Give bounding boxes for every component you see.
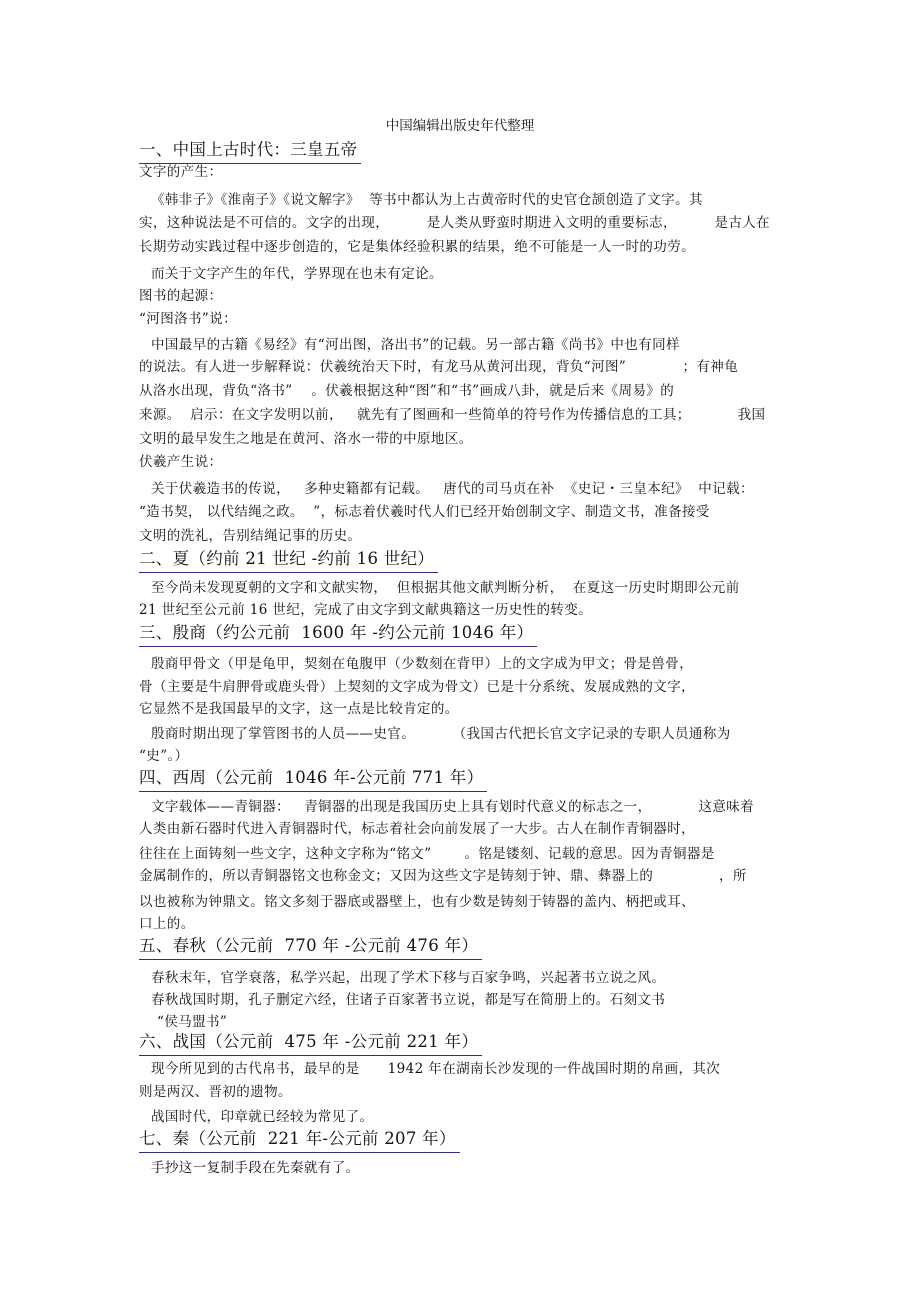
paragraph-line: 的说法。有人进一步解释说：伏羲统治天下时，有龙马从黄河出现，背负“河图” ；有神龟 xyxy=(139,359,739,375)
paragraph-line: 文明的洗礼，告别结绳记事的历史。 xyxy=(139,528,362,544)
paragraph-line: 往往在上面铸刻一些文字，这种文字称为“铭文” 。铭是镂刻、记载的意思。因为青铜器是 xyxy=(139,846,715,862)
paragraph-line: 图书的起源： xyxy=(139,288,223,304)
section-heading: 四、西周（公元前 1046 年-公元前 771 年） xyxy=(139,767,483,790)
paragraph-line: 殷商时期出现了掌管图书的人员——史官。 （我国古代把长官文字记录的专职人员通称为 xyxy=(151,726,731,742)
paragraph-line: 殷商甲骨文（甲是龟甲，契刻在龟腹甲（少数刻在背甲）上的文字成为甲文；骨是兽骨， xyxy=(151,656,694,672)
paragraph-line: 战国时代，印章就已经较为常见了。 xyxy=(151,1109,374,1125)
paragraph-line: 以也被称为钟鼎文。铭文多刻于器底或器壁上，也有少数是铸刻于铸器的盖内、柄把或耳、 xyxy=(139,894,695,910)
section-heading: 六、战国（公元前 475 年 -公元前 221 年） xyxy=(139,1031,478,1054)
paragraph-line: 口上的。 xyxy=(139,916,195,932)
paragraph-line: 春秋战国时期，孔子删定六经，住诸子百家著书立说，都是写在简册上的。石刻文书 xyxy=(151,992,666,1008)
paragraph-line: 《韩非子》《淮南子》《说文解字》 等书中都认为上古黄帝时代的史官仓颉创造了文字。其 xyxy=(151,192,703,208)
paragraph-line: 文字载体——青铜器： 青铜器的出现是我国历史上具有划时代意义的标志之一， 这意味着 xyxy=(151,799,755,815)
paragraph-line: 文字的产生： xyxy=(139,164,223,180)
paragraph-line: 骨（主要是牛肩胛骨或鹿头骨）上契刻的文字成为骨文）已是十分系统、发展成熟的文字， xyxy=(139,679,695,695)
paragraph-line: “史”。） xyxy=(139,748,189,764)
paragraph-line: 来源。 启示：在文字发明以前， 就先有了图画和一些简单的符号作为传播信息的工具； 我国 xyxy=(139,407,766,423)
section-heading: 一、中国上古时代：三皇五帝 xyxy=(139,139,357,162)
paragraph-line: “造书契， 以代结绳之政。 ”，标志着伏羲时代人们已经开始创制文字、制造文书，准备接受 xyxy=(139,504,710,520)
paragraph-line: 春秋末年，官学衰落，私学兴起，出现了学术下移与百家争鸣，兴起著书立说之风。 xyxy=(151,970,666,986)
paragraph-line: 至今尚未发现夏朝的文字和文献实物， 但根据其他文献判断分析， 在夏这一历史时期即公元前 xyxy=(151,580,740,596)
paragraph-line: 从洛水出现，背负“洛书” 。伏羲根据这种“图”和“书”画成八卦，就是后来《周易》的 xyxy=(139,383,675,399)
paragraph-line: 关于伏羲造书的传说， 多种史籍都有记载。 唐代的司马贞在补 《史记・三皇本纪》 中记载： xyxy=(151,481,754,497)
section-heading: 二、夏（约前 21 世纪 -约前 16 世纪） xyxy=(139,548,434,571)
paragraph-line: 则是两汉、晋初的遗物。 xyxy=(139,1084,292,1100)
paragraph-line: 中国最早的古籍《易经》有“河出图，洛出书”的记载。另一部古籍《尚书》中也有同样 xyxy=(151,337,680,353)
paragraph-line: 伏羲产生说： xyxy=(139,454,223,470)
section-heading: 五、春秋（公元前 770 年 -公元前 476 年） xyxy=(139,935,478,958)
paragraph-line: 金属制作的，所以青铜器铭文也称金文；又因为这些文字是铸刻于钟、鼎、彝器上的 ，所 xyxy=(139,868,747,884)
paragraph-line: 手抄这一复制手段在先秦就有了。 xyxy=(151,1160,360,1176)
paragraph-line: 21 世纪至公元前 16 世纪，完成了由文字到文献典籍这一历史性的转变。 xyxy=(139,602,593,618)
paragraph-line: 而关于文字产生的年代，学界现在也未有定论。 xyxy=(151,266,443,282)
paragraph-line: 实，这种说法是不可信的。文字的出现， 是人类从野蛮时期进入文明的重要标志， 是古人在 xyxy=(139,215,771,231)
paragraph-line: 长期劳动实践过程中逐步创造的，它是集体经验积累的结果，绝不可能是一人一时的功劳。 xyxy=(139,239,695,255)
paragraph-line: “侯马盟书” xyxy=(157,1014,228,1030)
paragraph-line: 现今所见到的古代帛书，最早的是 1942 年在湖南长沙发现的一件战国时期的帛画，其次 xyxy=(151,1061,721,1077)
paragraph-line: “河图洛书”说： xyxy=(139,311,238,327)
paragraph-line: 它显然不是我国最早的文字，这一点是比较肯定的。 xyxy=(139,701,459,717)
document-title: 中国编辑出版史年代整理 xyxy=(385,118,535,134)
section-heading: 三、殷商（约公元前 1600 年 -约公元前 1046 年） xyxy=(139,622,533,645)
paragraph-line: 文明的最早发生之地是在黄河、洛水一带的中原地区。 xyxy=(139,431,473,447)
section-heading: 七、秦（公元前 221 年-公元前 207 年） xyxy=(139,1128,456,1151)
paragraph-line: 人类由新石器时代进入青铜器时代，标志着社会向前发展了一大步。古人在制作青铜器时， xyxy=(139,821,695,837)
